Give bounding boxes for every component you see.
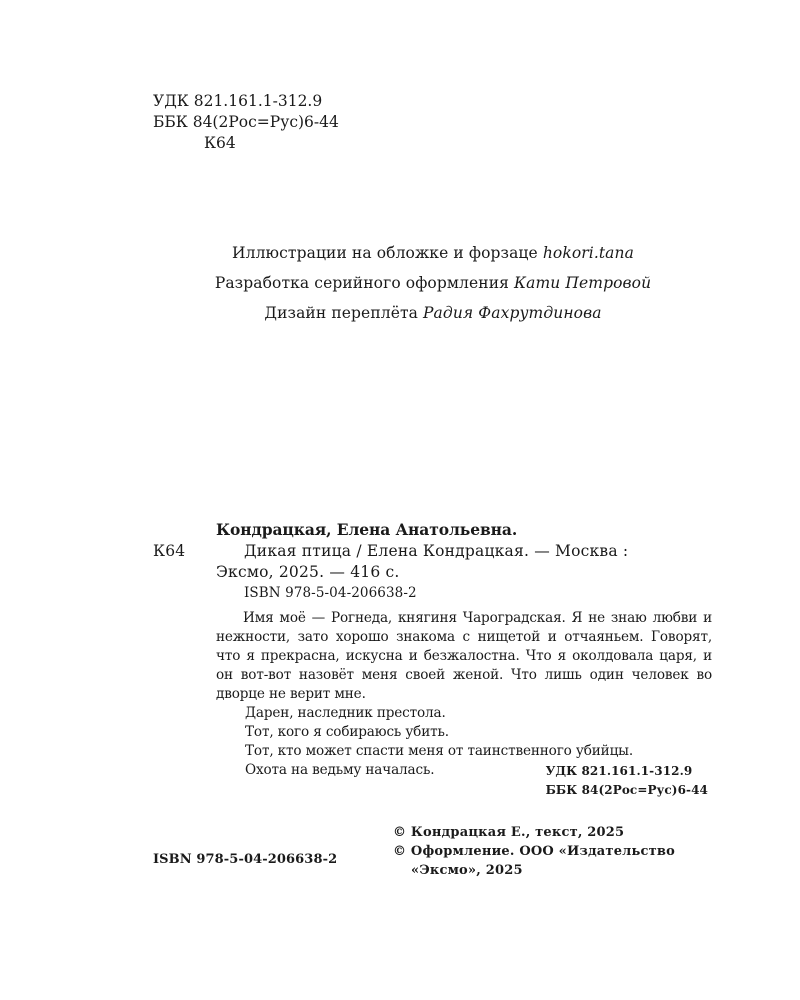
- copyright-block: [393, 823, 675, 880]
- bib-author: Кондрацкая, Елена Анатольевна.: [216, 520, 518, 539]
- credit-series: [0, 268, 800, 298]
- annotation-line-3: Тот, кто может спасти меня от таинственного убийцы.: [245, 743, 634, 759]
- credit-binding-name: Радия Фахрутдинова: [423, 304, 602, 322]
- credit-binding-label: Дизайн переплёта: [264, 304, 418, 322]
- credit-cover: [0, 238, 800, 268]
- annotation: [216, 609, 712, 780]
- credit-series-label: Разработка серийного оформления: [214, 274, 510, 292]
- credits-block: [0, 238, 800, 328]
- bib-title-line1: Дикая птица / Елена Кондрацкая. — Москва :: [244, 542, 629, 560]
- footer-isbn: ISBN 978-5-04-206638-2: [153, 852, 338, 867]
- bib-isbn: ISBN 978-5-04-206638-2: [244, 585, 417, 601]
- bib-title-line2: Эксмо, 2025. — 416 с.: [216, 563, 400, 581]
- bib-bbk: ББК 84(2Рос=Рус)6-44: [545, 783, 708, 797]
- bib-codes: [546, 762, 708, 800]
- udk-code: УДК 821.161.1-312.9: [153, 92, 323, 110]
- author-mark: К64: [204, 134, 236, 152]
- annotation-line-4: Охота на ведьму началась.: [245, 762, 435, 778]
- credit-series-name: Кати Петровой: [514, 274, 652, 292]
- bib-udk: УДК 821.161.1-312.9: [545, 764, 693, 778]
- credit-cover-label: Иллюстрации на обложке и форзаце: [232, 244, 538, 262]
- annotation-line-1: Дарен, наследник престола.: [245, 705, 446, 721]
- copyright-text: © Кондрацкая Е., текст, 2025: [393, 825, 625, 840]
- credit-cover-name: hokori.tana: [542, 244, 634, 262]
- bib-mark: К64: [153, 542, 186, 560]
- copyright-design-line1: © Оформление. ООО «Издательство: [393, 844, 676, 859]
- annotation-paragraph: Имя моё — Рогнеда, княгиня Чароградская. Я не знаю любви и нежности, зато хорошо знакома с нищетой и отчаяньем. Говорят, что я прекрасна, искусна и безжалостна. Что я околдовала царя, и он вот-вот назовёт меня своей женой. Что лишь один человек во дворце не верит мне.: [216, 610, 712, 702]
- credit-binding: [0, 298, 800, 328]
- copyright-design-line2: «Эксмо», 2025: [411, 863, 523, 878]
- bbk-code: ББК 84(2Рос=Рус)6-44: [153, 113, 339, 131]
- annotation-line-2: Тот, кого я собираюсь убить.: [245, 724, 449, 740]
